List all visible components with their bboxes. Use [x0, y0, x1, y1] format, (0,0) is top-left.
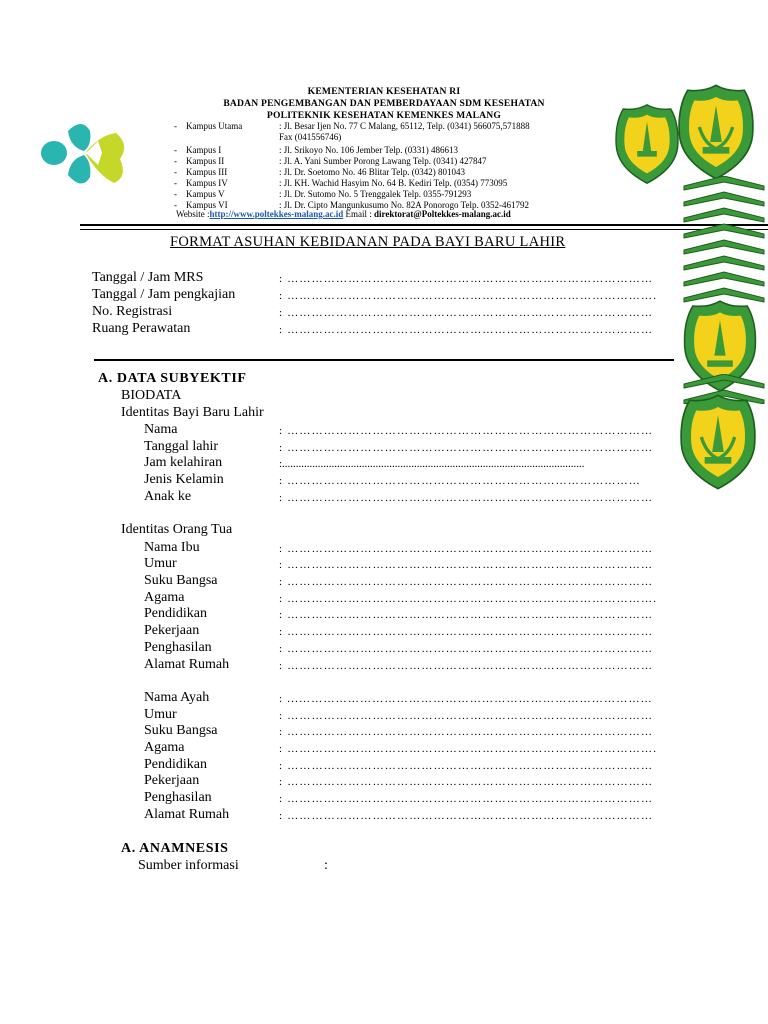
fill-in-line[interactable]: : ……………………………………………………………………………….	[279, 290, 658, 302]
source-info-label: Sumber informasi	[138, 858, 239, 873]
field-label: Alamat Rumah	[144, 807, 230, 822]
fill-in-line[interactable]: : ………………………………………………………………………………	[279, 710, 654, 722]
fill-in-line[interactable]: : ………………………………………………………………………………	[279, 492, 654, 504]
section-heading: A. DATA SUBYEKTIF	[98, 371, 247, 386]
fill-in-line[interactable]: : ………………………………………………………………………………	[279, 559, 654, 571]
source-info-field[interactable]: :	[324, 858, 328, 873]
field-label: Alamat Rumah	[144, 657, 230, 672]
field-label: Tanggal / Jam MRS	[92, 270, 204, 285]
poltekkes-logo-icon	[668, 392, 768, 492]
fill-in-line[interactable]: : ………………………………………………………………………………	[279, 793, 654, 805]
fill-in-line[interactable]: : ………………………………………………………………………………	[279, 576, 654, 588]
field-label: Tanggal lahir	[144, 439, 219, 454]
field-label: Jenis Kelamin	[144, 472, 224, 487]
fill-in-line[interactable]: : ………………………………………………………………………………	[279, 543, 654, 555]
agency-name: BADAN PENGEMBANGAN DAN PEMBERDAYAAN SDM KESEHATAN	[223, 98, 545, 109]
fill-in-line[interactable]: : ………………………………………………………………………………	[279, 442, 654, 454]
fill-in-line[interactable]: : ………………………………………………………………………………	[279, 273, 654, 285]
fill-in-line[interactable]: : ………………………………………………………………………………	[279, 609, 654, 621]
field-label: Pendidikan	[144, 757, 207, 772]
ministry-name: KEMENTERIAN KESEHATAN RI	[307, 86, 461, 97]
website-label: Website :	[176, 209, 210, 219]
kemenkes-logo-icon	[40, 111, 130, 199]
field-label: Penghasilan	[144, 790, 212, 805]
field-label: Anak ke	[144, 489, 192, 504]
website-link[interactable]: http://www.poltekkes-malang.ac.id	[209, 209, 344, 219]
email-label: Email :	[343, 209, 375, 219]
field-label: No. Registrasi	[92, 304, 173, 319]
field-label: Jam kelahiran	[144, 455, 223, 470]
fill-in-line[interactable]: : ………………………………………………………………………………	[279, 760, 654, 772]
field-label: Nama Ayah	[144, 690, 210, 705]
biodata-heading: BIODATA	[121, 388, 182, 403]
document-title: FORMAT ASUHAN KEBIDANAN PADA BAYI BARU LAHIR	[170, 234, 566, 250]
header-rule-thin	[80, 229, 768, 230]
field-label: Pekerjaan	[144, 623, 200, 638]
header-rule	[80, 224, 768, 226]
fill-in-line[interactable]: : ………………………………………………………………………………	[279, 660, 654, 672]
field-label: Pendidikan	[144, 606, 207, 621]
parents-identity-heading: Identitas Orang Tua	[121, 522, 233, 537]
field-label: Nama	[144, 422, 178, 437]
email-address[interactable]: direktorat@Poltekkes-malang.ac.id	[374, 209, 511, 219]
field-label: Umur	[144, 556, 177, 571]
fill-in-line[interactable]: : ………………………………………………………………………………	[279, 324, 654, 336]
field-label: Suku Bangsa	[144, 723, 218, 738]
fill-in-line[interactable]: : ………………………………………………………………………………	[279, 425, 654, 437]
poltekkes-logo-icon	[664, 82, 768, 182]
field-label: Agama	[144, 590, 185, 605]
field-label: Agama	[144, 740, 185, 755]
baby-identity-heading: Identitas Bayi Baru Lahir	[121, 405, 264, 420]
contact-line	[176, 209, 511, 219]
section-divider	[94, 359, 674, 361]
field-label: Penghasilan	[144, 640, 212, 655]
field-label: Umur	[144, 707, 177, 722]
fill-in-line[interactable]: :..............................................................................................................	[279, 458, 585, 470]
fill-in-line[interactable]: : ...……………………………………………………………………………	[279, 693, 653, 705]
fill-in-line[interactable]: : ………………………………………………………………………………	[279, 307, 654, 319]
anamnesis-heading: A. ANAMNESIS	[121, 841, 229, 856]
field-label: Nama Ibu	[144, 540, 200, 555]
fill-in-line[interactable]: : ………………………………………………………………………………	[279, 810, 654, 822]
fill-in-line[interactable]: : ………………………………………………………………………………	[279, 626, 654, 638]
fill-in-line[interactable]: : ………………………………………………………………………………	[279, 643, 654, 655]
fill-in-line[interactable]: : ……………………………………………………………………………….	[279, 743, 658, 755]
fill-in-line[interactable]: : ……………………………………………………………………………	[279, 475, 642, 487]
field-label: Suku Bangsa	[144, 573, 218, 588]
field-label: Ruang Perawatan	[92, 321, 191, 336]
fill-in-line[interactable]: : ………………………………………………………………………………	[279, 776, 654, 788]
institution-name: POLITEKNIK KESEHATAN KEMENKES MALANG	[266, 110, 502, 121]
fill-in-line[interactable]: : ……………………………………………………………………………….	[279, 593, 658, 605]
field-label: Tanggal / Jam pengkajian	[92, 287, 236, 302]
fill-in-line[interactable]: : ………………………………………………………………………………	[279, 726, 654, 738]
field-label: Pekerjaan	[144, 773, 200, 788]
